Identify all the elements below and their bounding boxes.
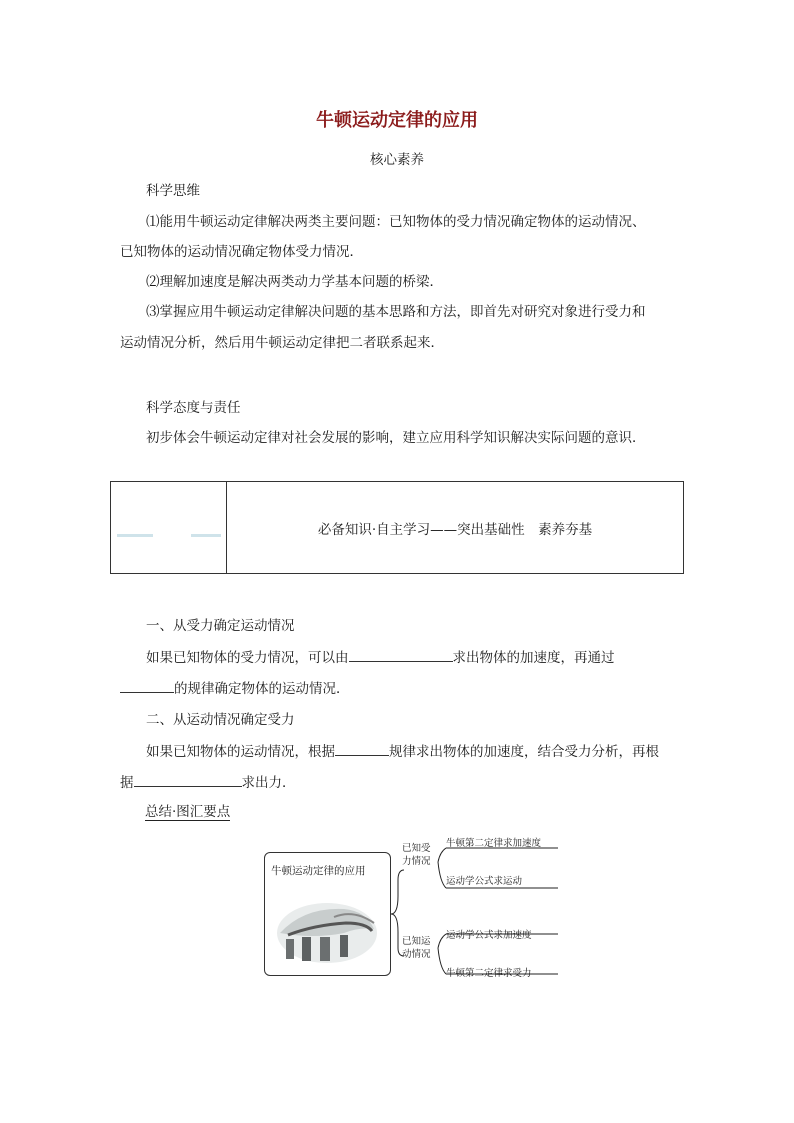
objective-1-line-1: ⑴能用牛顿运动定律解决两类主要问题：已知物体的受力情况确定物体的运动情况、 bbox=[146, 214, 646, 230]
text-fragment: 求出力． bbox=[241, 775, 296, 791]
mindmap-leaf-2: 运动学公式求运动 bbox=[446, 876, 523, 887]
section-1-line-2 bbox=[120, 677, 350, 697]
objective-3-line-1: ⑶掌握应用牛顿运动定律解决问题的基本思路和方法，即首先对研究对象进行受力和 bbox=[146, 304, 646, 320]
mindmap-branch-2-label-b: 动情况 bbox=[402, 949, 431, 960]
section-1-line-1 bbox=[146, 646, 615, 666]
text-fragment: 如果已知物体的受力情况，可以由 bbox=[146, 650, 349, 666]
objective-1-line-2: 已知物体的运动情况确定物体受力情况． bbox=[120, 244, 363, 260]
mindmap-branch-1-label-b: 力情况 bbox=[402, 856, 431, 867]
science-thinking-heading: 科学思维 bbox=[146, 183, 200, 199]
mindmap-leaf-1: 牛顿第二定律求加速度 bbox=[446, 838, 542, 849]
attitude-heading: 科学态度与责任 bbox=[146, 400, 241, 416]
mindmap-leaf-4: 牛顿第二定律求受力 bbox=[446, 968, 532, 979]
mindmap-branch-1-label-a: 已知受 bbox=[402, 843, 431, 854]
banner-decoration bbox=[191, 534, 221, 537]
section-2-line-2 bbox=[120, 771, 296, 791]
fill-blank-4[interactable] bbox=[134, 772, 242, 787]
section-2-heading: 二、从运动情况确定受力 bbox=[146, 712, 295, 728]
section-banner bbox=[110, 481, 684, 574]
text-fragment: 规律求出物体的加速度，结合受力分析，再根 bbox=[389, 744, 659, 760]
fill-blank-3[interactable] bbox=[335, 741, 389, 756]
text-fragment: 据 bbox=[120, 775, 134, 791]
text-fragment: 如果已知物体的运动情况，根据 bbox=[146, 744, 335, 760]
banner-decoration bbox=[117, 534, 153, 537]
banner-text: 必备知识·自主学习——突出基础性 素养夯基 bbox=[317, 521, 593, 538]
page-title: 牛顿运动定律的应用 bbox=[316, 110, 478, 131]
summary-label: 总结·图汇要点 bbox=[145, 804, 231, 820]
mindmap-leaf-3: 运动学公式求加速度 bbox=[446, 930, 532, 941]
mindmap-root-box bbox=[264, 852, 391, 976]
attitude-text: 初步体会牛顿运动定律对社会发展的影响，建立应用科学知识解决实际问题的意识． bbox=[146, 430, 646, 446]
train-illustration bbox=[274, 889, 380, 967]
objective-3-line-2: 运动情况分析，然后用牛顿运动定律把二者联系起来． bbox=[120, 335, 444, 351]
text-fragment: 求出物体的加速度，再通过 bbox=[452, 650, 615, 666]
core-literacy-heading: 核心素养 bbox=[370, 152, 424, 168]
section-2-line-1 bbox=[146, 740, 659, 760]
fill-blank-2[interactable] bbox=[120, 678, 174, 693]
section-1-heading: 一、从受力确定运动情况 bbox=[146, 618, 295, 634]
objective-2: ⑵理解加速度是解决两类动力学基本问题的桥梁． bbox=[146, 274, 443, 290]
mindmap-branch-2-label-a: 已知运 bbox=[402, 936, 431, 947]
mindmap-root-label: 牛顿运动定律的应用 bbox=[271, 865, 366, 877]
fill-blank-1[interactable] bbox=[349, 647, 453, 662]
text-fragment: 的规律确定物体的运动情况． bbox=[174, 681, 350, 697]
